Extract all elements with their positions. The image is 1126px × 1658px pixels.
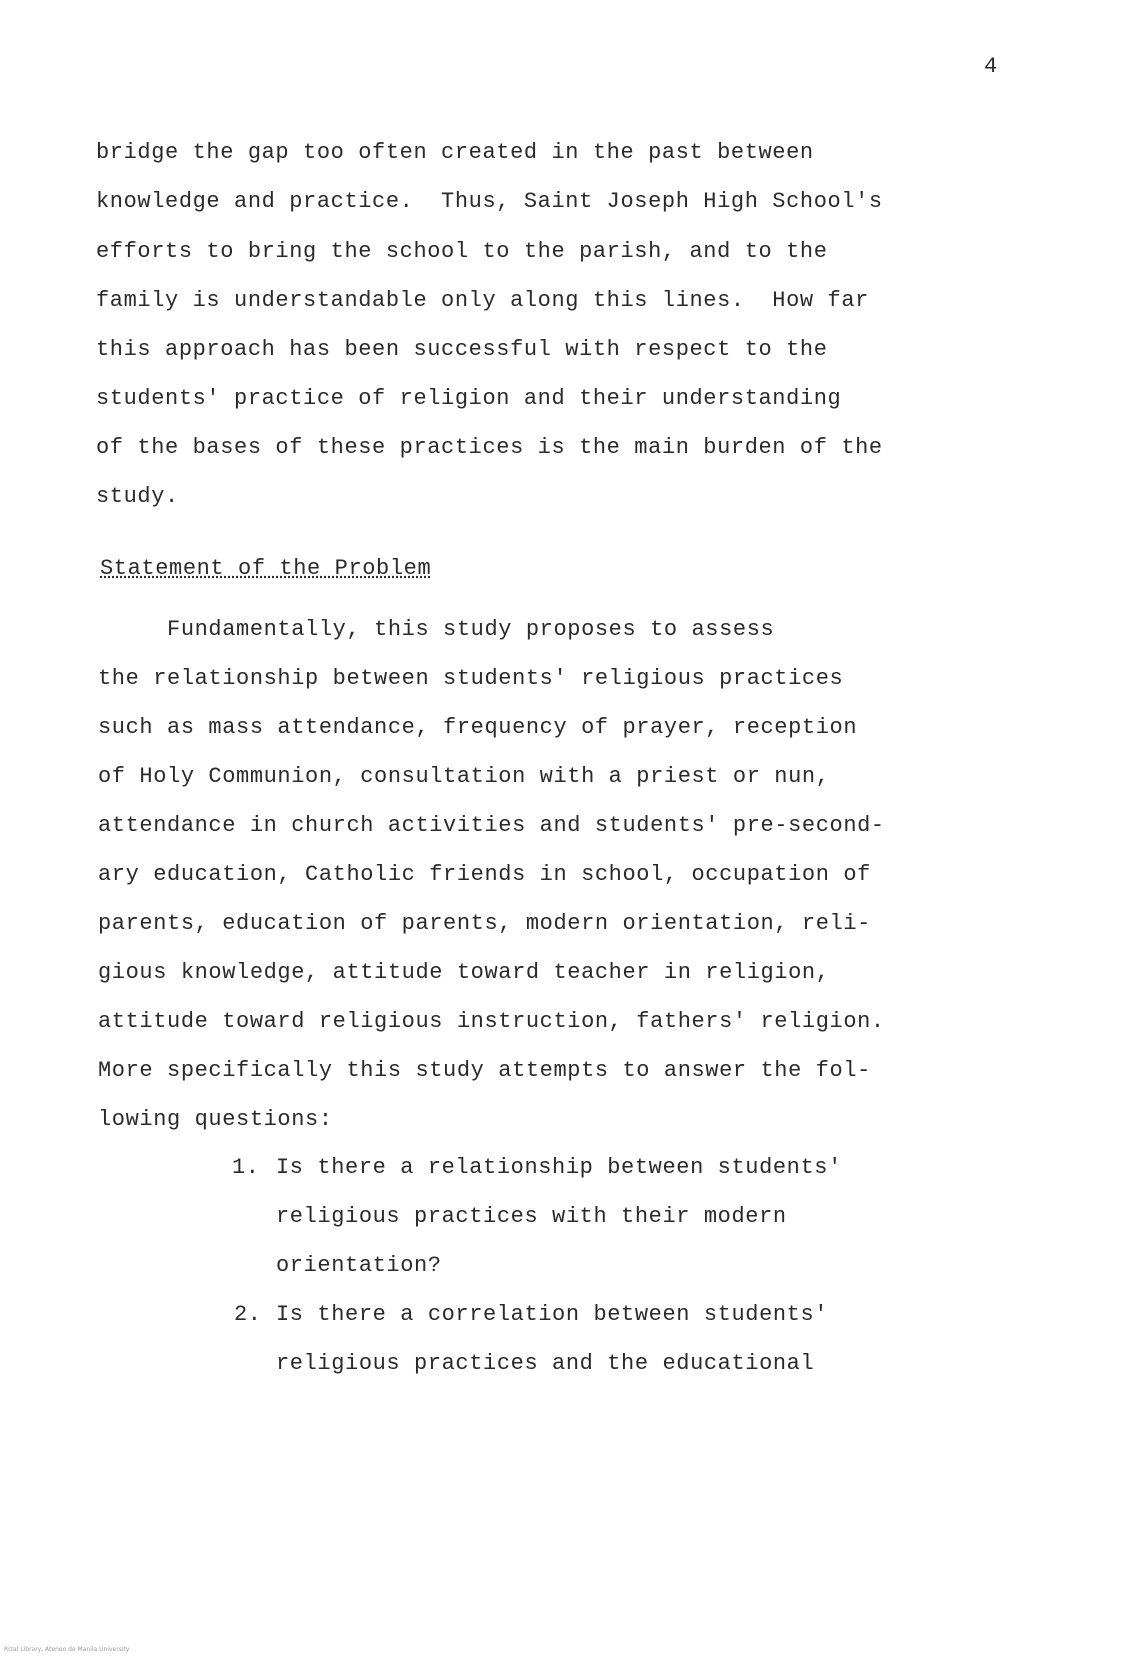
paragraph1-line: of the bases of these practices is the main burden of the	[96, 435, 883, 460]
paragraph2-line: such as mass attendance, frequency of prayer, reception	[98, 715, 858, 740]
paragraph1-line: knowledge and practice. Thus, Saint Joseph High School's	[96, 189, 883, 214]
page-number: 4	[984, 54, 998, 79]
paragraph2-line: ary education, Catholic friends in school, occupation of	[98, 862, 871, 887]
paragraph1-line: study.	[96, 484, 179, 509]
paragraph2-line: More specifically this study attempts to answer the fol-	[98, 1058, 871, 1083]
section-heading: Statement of the Problem	[100, 556, 432, 581]
paragraph2-line: Fundamentally, this study proposes to assess	[98, 617, 775, 642]
question-number: 2.	[234, 1302, 262, 1327]
paragraph2-line: attitude toward religious instruction, fathers' religion.	[98, 1009, 885, 1034]
paragraph2-line: of Holy Communion, consultation with a priest or nun,	[98, 764, 830, 789]
paragraph2-line: lowing questions:	[98, 1107, 333, 1132]
question-line: religious practices and the educational	[276, 1351, 815, 1376]
question-number: 1.	[232, 1155, 260, 1180]
question-line: orientation?	[276, 1253, 442, 1278]
paragraph2-line: attendance in church activities and students' pre-second-	[98, 813, 885, 838]
question-line: Is there a correlation between students'	[276, 1302, 829, 1327]
paragraph2-line: gious knowledge, attitude toward teacher in religion,	[98, 960, 830, 985]
paragraph1-line: efforts to bring the school to the parish, and to the	[96, 239, 828, 264]
paragraph1-line: bridge the gap too often created in the past between	[96, 140, 814, 165]
footer-note: Rizal Library, Ateneo de Manila University	[4, 1646, 130, 1653]
question-line: Is there a relationship between students'	[276, 1155, 842, 1180]
paragraph2-line: parents, education of parents, modern orientation, reli-	[98, 911, 871, 936]
paragraph1-line: students' practice of religion and their understanding	[96, 386, 842, 411]
paragraph2-line: the relationship between students' religious practices	[98, 666, 844, 691]
paragraph1-line: family is understandable only along this lines. How far	[96, 288, 869, 313]
paragraph1-line: this approach has been successful with respect to the	[96, 337, 828, 362]
question-line: religious practices with their modern	[276, 1204, 787, 1229]
